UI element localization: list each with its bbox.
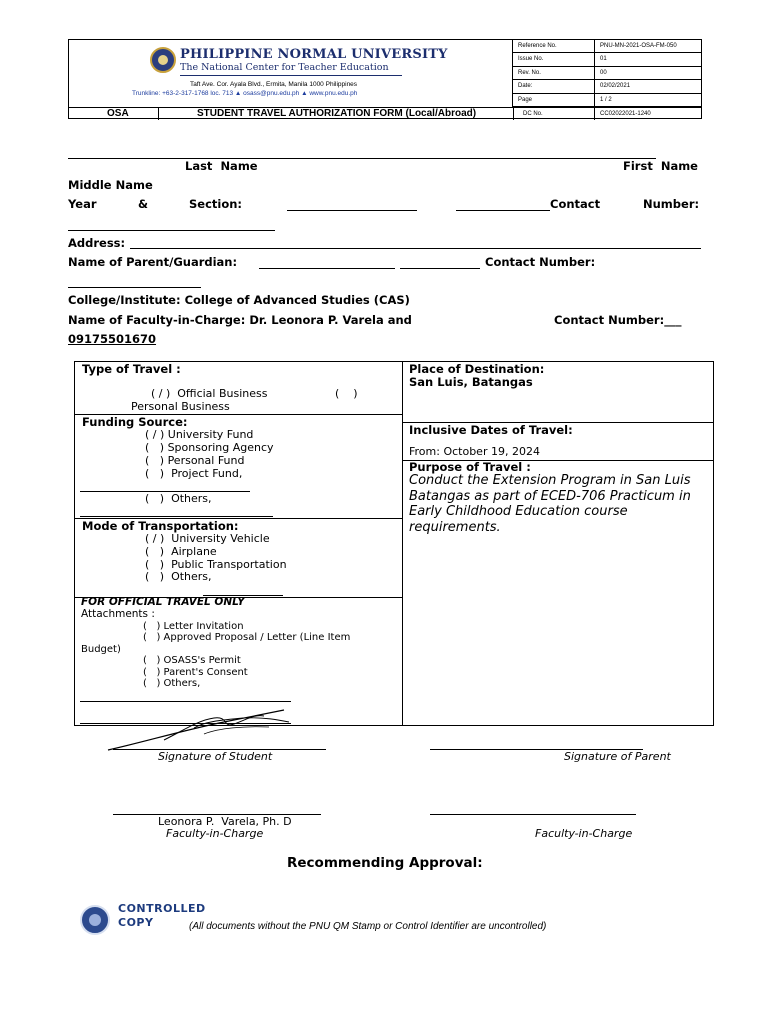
dc-no-value: CC02022021-1240 [600, 111, 651, 117]
address-label: Address: [68, 236, 126, 250]
travel-type-label: Type of Travel : [82, 362, 181, 376]
funding-option[interactable]: ( ) Sponsoring Agency [145, 441, 274, 454]
meta-row [513, 94, 702, 107]
attachment-option[interactable]: ( ) Letter Invitation [143, 621, 244, 632]
meta-value: 1 / 2 [600, 96, 612, 103]
university-seal-logo [150, 47, 176, 73]
parent-contact-field[interactable] [68, 287, 201, 288]
year-section-field[interactable] [287, 210, 417, 211]
year-label: Year [68, 197, 97, 211]
transport-option[interactable]: ( / ) University Vehicle [145, 532, 270, 545]
middle-name-label: Middle Name [68, 178, 153, 192]
meta-key: Date: [518, 83, 533, 90]
pnu-qm-stamp-logo [80, 905, 110, 935]
transport-option[interactable]: ( ) Public Transportation [145, 558, 287, 571]
attachment-continuation: Budget) [81, 644, 121, 655]
attachments-label: Attachments : [81, 608, 155, 620]
meta-key: Reference No. [518, 43, 557, 49]
last-name-label: Last Name [185, 159, 258, 173]
university-address: Taft Ave. Cor. Ayala Blvd., Ermita, Manila 1000 Philippines [190, 81, 358, 88]
faculty-signature-line-2[interactable] [430, 814, 636, 815]
faculty-caption-2: Faculty-in-Charge [535, 827, 633, 840]
parent-name-field[interactable] [259, 268, 395, 269]
funding-label: Funding Source: [82, 415, 188, 429]
meta-value: 00 [600, 69, 607, 76]
attachment-option[interactable]: ( ) Parent's Consent [143, 667, 248, 678]
funding-option[interactable]: ( ) Personal Fund [145, 454, 245, 467]
name-line[interactable] [68, 158, 656, 159]
transport-option[interactable]: ( ) Others, [145, 570, 212, 583]
meta-key: Issue No. [518, 56, 544, 63]
form-title-bar [69, 107, 701, 119]
funding-option[interactable]: ( ) Project Fund, [145, 467, 243, 480]
parent-signature-caption: Signature of Parent [564, 750, 671, 763]
meta-value: 02/02/2021 [600, 83, 631, 90]
personal-business-option: Personal Business [131, 400, 230, 413]
contact-number-field[interactable] [68, 230, 275, 231]
others-fund-field[interactable] [80, 516, 273, 517]
faculty-contact-label: Contact Number:___ [554, 313, 682, 327]
recommending-approval-heading: Recommending Approval: [287, 855, 483, 871]
dates-value: From: October 19, 2024 [409, 445, 540, 458]
student-signature-scribble [104, 700, 294, 755]
faculty-caption: Faculty-in-Charge [166, 827, 264, 840]
controlled-stamp-text: CONTROLLED [118, 902, 206, 915]
uncontrolled-note: (All documents without the PNU QM Stamp or Control Identifier are uncontrolled) [189, 921, 547, 932]
meta-row [513, 53, 702, 66]
transport-option[interactable]: ( ) Airplane [145, 545, 217, 558]
dc-no-key: DC No. [523, 111, 543, 117]
attachment-option[interactable]: ( ) Approved Proposal / Letter (Line Item [143, 632, 351, 643]
office-code: OSA [107, 108, 129, 119]
meta-key: Page [518, 96, 533, 103]
divider [180, 75, 402, 76]
purpose-label: Purpose of Travel : [409, 460, 531, 474]
purpose-value: Conduct the Extension Program in San Luis Batangas as part of ECED-706 Practicum in Early Childhood Education course requirements. [409, 473, 691, 535]
meta-value: 01 [600, 56, 607, 63]
meta-row [513, 80, 702, 93]
university-contact-line: Trunkline: +63-2-317-1768 loc. 713 ▲ osass@pnu.edu.ph ▲ www.pnu.edu.ph [132, 90, 358, 97]
destination-label: Place of Destination: [409, 362, 545, 376]
meta-key: Rev. No. [518, 69, 541, 76]
dates-label: Inclusive Dates of Travel: [409, 423, 573, 437]
destination-value: San Luis, Batangas [409, 375, 533, 389]
meta-row [513, 40, 702, 53]
section-label: Section: [189, 197, 243, 211]
student-signature-caption: Signature of Student [158, 750, 273, 763]
transport-label: Mode of Transportation: [82, 519, 239, 533]
meta-value: PNU-MN-2021-OSA-FM-050 [600, 43, 677, 49]
number-label: Number: [643, 197, 700, 211]
official-business-option[interactable]: ( / ) Official Business [151, 387, 268, 400]
table-divider [402, 361, 403, 726]
ampersand: & [138, 197, 149, 211]
university-name: PHILIPPINE NORMAL UNIVERSITY [180, 47, 448, 62]
parent-contact-label: Contact Number: [485, 255, 596, 269]
attachment-option[interactable]: ( ) OSASS's Permit [143, 655, 241, 666]
funding-option[interactable]: ( / ) University Fund [145, 428, 254, 441]
faculty-name: Leonora P. Varela, Ph. D [158, 815, 292, 828]
document-meta-table [513, 40, 702, 107]
contact-label: Contact [550, 197, 601, 211]
parent-name-field-2[interactable] [400, 268, 480, 269]
personal-business-checkbox[interactable]: ( ) [335, 387, 358, 400]
faculty-phone: 09175501670 [68, 332, 157, 346]
funding-option[interactable]: ( ) Others, [145, 492, 212, 505]
form-title: STUDENT TRAVEL AUTHORIZATION FORM (Local/Abroad) [197, 108, 477, 119]
faculty-label: Name of Faculty-in-Charge: Dr. Leonora P. Varela and [68, 313, 412, 327]
address-field[interactable] [130, 248, 701, 249]
attachment-option[interactable]: ( ) Others, [143, 678, 201, 689]
college-label: College/Institute: College of Advanced Studies (CAS) [68, 293, 410, 307]
contact-field[interactable] [456, 210, 550, 211]
official-travel-only-label: FOR OFFICIAL TRAVEL ONLY [81, 596, 245, 608]
university-subtitle: The National Center for Teacher Education [180, 62, 389, 73]
meta-row [513, 67, 702, 80]
first-name-label: First Name [623, 159, 698, 173]
copy-stamp-text: COPY [118, 916, 154, 929]
parent-label: Name of Parent/Guardian: [68, 255, 238, 269]
